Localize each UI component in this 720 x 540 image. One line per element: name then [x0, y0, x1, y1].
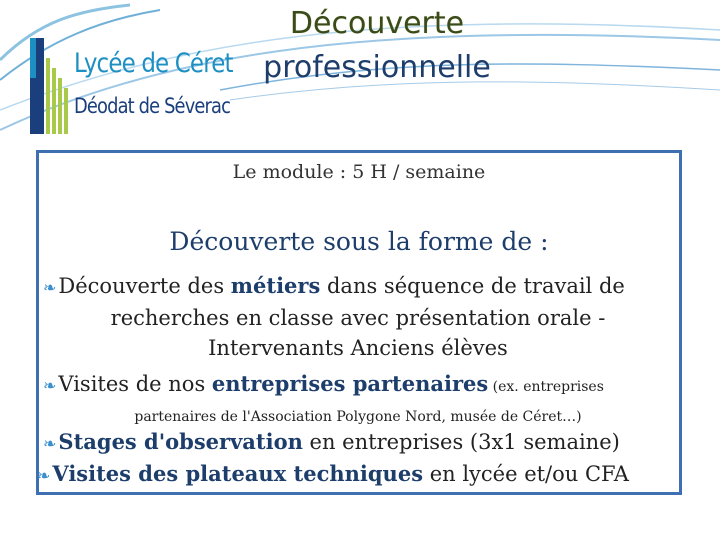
item-text-continued: Intervenants Anciens élèves [208, 336, 508, 360]
page-title-line2: professionnelle [263, 50, 491, 85]
item-text: en lycée et/ou CFA [423, 462, 629, 486]
page-title [232, 2, 522, 90]
item-text-continued: recherches en classe avec présentation orale - [110, 306, 606, 330]
item-keyword: entreprises partenaires [211, 371, 489, 396]
list-item [37, 459, 667, 491]
item-keyword: métiers [230, 273, 321, 298]
item-keyword: Stages d'observation [58, 429, 303, 454]
logo-name-line2: Déodat de Séverac [74, 94, 231, 118]
item-text: Visites de nos [58, 372, 212, 396]
page-title-line1: Découverte [289, 6, 465, 41]
item-keyword: Visites des plateaux techniques [52, 461, 424, 486]
list-item [43, 369, 673, 432]
list-item [43, 271, 673, 363]
module-hours: Le module : 5 H / semaine [232, 161, 486, 183]
leaf-bullet-icon: ❧ [43, 278, 57, 297]
leaf-bullet-icon: ❧ [43, 434, 57, 453]
item-text: dans séquence de travail de [320, 274, 625, 298]
school-logo [30, 38, 233, 134]
list-item [43, 427, 673, 459]
logo-emblem-icon [30, 38, 74, 134]
item-text: Découverte des [58, 274, 231, 298]
section-heading: Découverte sous la forme de : [169, 227, 549, 256]
leaf-bullet-icon: ❧ [37, 466, 51, 485]
item-note: (ex. entreprises [488, 379, 604, 395]
leaf-bullet-icon: ❧ [43, 376, 57, 395]
content-box [36, 150, 682, 495]
logo-name-line1: Lycée de Céret [74, 48, 233, 79]
item-text: en entreprises (3x1 semaine) [302, 430, 620, 454]
item-note-continued: partenaires de l'Association Polygone Nord, musée de Céret…) [134, 409, 582, 425]
